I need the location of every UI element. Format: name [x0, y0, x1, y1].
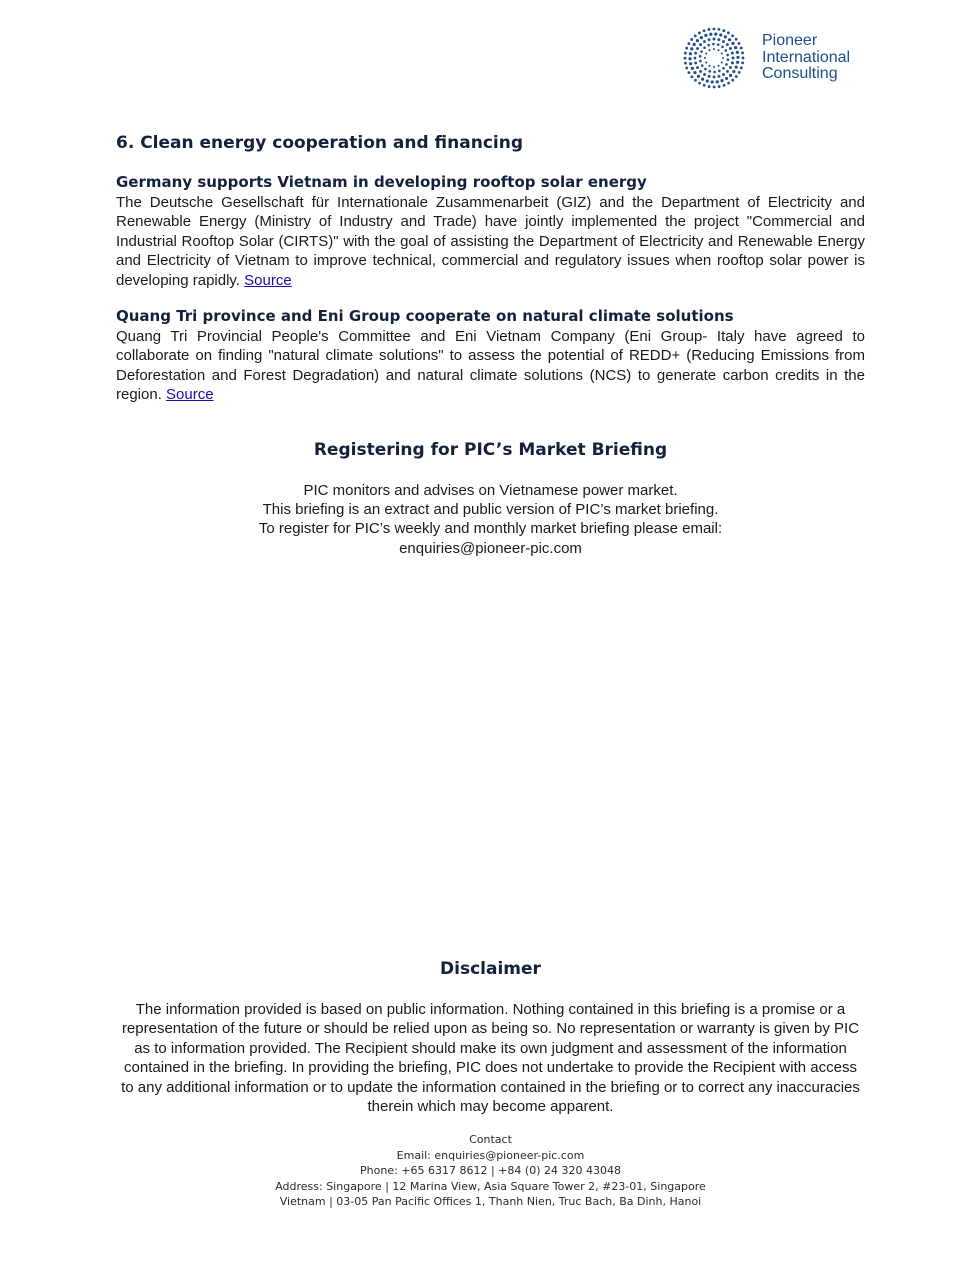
logo-dot: [722, 67, 725, 70]
logo-dot: [725, 77, 728, 80]
logo-dot: [724, 35, 727, 38]
registration-line: This briefing is an extract and public version of PIC’s market briefing.: [262, 501, 719, 519]
logo-dot: [711, 80, 714, 83]
logo-dot: [729, 66, 732, 69]
logo-dot: [703, 73, 706, 76]
logo-dot: [698, 82, 701, 85]
logo-dot: [690, 38, 693, 41]
logo-dot: [703, 84, 706, 87]
logo-dots-icon: [682, 26, 746, 90]
logo-dot: [708, 85, 711, 88]
logo-dot: [703, 40, 706, 43]
logo-dot: [732, 70, 735, 73]
logo-dot: [722, 40, 725, 43]
logo-dot: [685, 47, 688, 50]
logo-dot: [735, 75, 738, 78]
registration-line: To register for PIC’s weekly and monthly market briefing please email:: [258, 520, 723, 538]
logo-dot: [714, 32, 717, 35]
article-title: Quang Tri province and Eni Group cooperate on natural climate solutions: [116, 307, 734, 325]
logo-dot: [731, 61, 734, 64]
logo-dot: [701, 64, 704, 67]
logo-dot: [707, 28, 710, 31]
logo-dot: [726, 70, 729, 73]
logo-dot: [708, 75, 711, 78]
logo-dot: [694, 62, 697, 65]
company-logo: [682, 26, 882, 90]
article-title: Germany supports Vietnam in developing rooftop solar energy: [116, 173, 647, 191]
logo-dot: [736, 51, 739, 54]
logo-dot: [694, 34, 697, 37]
logo-dot: [713, 28, 716, 31]
contact-heading: Contact: [469, 1133, 512, 1146]
logo-dot: [694, 52, 697, 55]
logo-dot: [721, 61, 723, 63]
logo-dot: [704, 57, 706, 59]
logo-dot: [684, 62, 687, 65]
section-title: 6. Clean energy cooperation and financing: [116, 133, 524, 153]
logo-dot: [741, 62, 744, 65]
logo-dot: [713, 48, 715, 50]
logo-dot: [689, 52, 692, 55]
logo-dot: [696, 47, 699, 50]
logo-dot: [722, 57, 724, 59]
logo-dot: [736, 56, 739, 59]
logo-dot: [720, 79, 723, 82]
logo-dot: [713, 86, 716, 89]
disclaimer-title: Disclaimer: [440, 959, 541, 979]
logo-dot: [697, 75, 700, 78]
logo-dot: [694, 79, 697, 82]
logo-dot: [718, 70, 721, 73]
logo-dot: [690, 47, 693, 50]
logo-dot: [698, 32, 701, 35]
logo-dot: [742, 57, 745, 60]
logo-dot: [728, 38, 731, 41]
logo-dot: [700, 36, 703, 39]
contact-address-vietnam: Vietnam | 03-05 Pan Pacific Offices 1, Thanh Nien, Truc Bach, Ba Dinh, Hanoi: [279, 1195, 702, 1209]
article-body: [116, 193, 865, 290]
disclaimer-body: The information provided is based on public information. Nothing contained in this briefing is a promise or a representation of the future or should be relied upon as being so. No representation or warranty is given by PIC as to information provided. The Recipient should make its own judgment and assessment of the information contained in the briefing. In providing the briefing, PIC does not undertake to provide the Recipient with access to any additional information or to update the information contained in the briefing or to correct any inaccuracies therein which may become apparent.: [121, 1001, 860, 1116]
logo-dot: [706, 79, 709, 82]
logo-dot: [693, 71, 696, 74]
logo-dot: [684, 57, 687, 60]
contact-footer: [116, 1132, 865, 1210]
registration-email[interactable]: enquiries@pioneer-pic.com: [399, 539, 582, 557]
logo-dot: [713, 76, 716, 79]
logo-dot: [731, 79, 734, 82]
logo-dot: [687, 42, 690, 45]
logo-dot: [727, 31, 730, 34]
logo-dot: [729, 47, 732, 50]
logo-dot: [699, 43, 702, 46]
logo-dot: [734, 46, 737, 49]
logo-dot: [696, 39, 699, 42]
logo-dot: [699, 55, 702, 58]
logo-dot: [735, 66, 738, 69]
logo-dot: [735, 38, 738, 41]
logo-dot: [721, 52, 723, 54]
logo-dot: [693, 43, 696, 46]
logo-dot: [708, 38, 711, 41]
logo-dot: [727, 82, 730, 85]
logo-dot: [690, 75, 693, 78]
logo-dot: [691, 67, 694, 70]
contact-phone: Phone: +65 6317 8612 | +84 (0) 24 320 43048: [360, 1164, 621, 1178]
logo-dot: [712, 43, 715, 46]
logo-dot: [726, 54, 729, 57]
source-link[interactable]: Source: [166, 386, 214, 404]
logo-dot: [722, 73, 725, 76]
logo-dot: [716, 80, 719, 83]
logo-dot: [722, 29, 725, 32]
article-text: Quang Tri Provincial People's Committee and Eni Vietnam Company (Eni Group- Italy have agreed to collaborate on finding "natural climate solutions" to assess the potential of REDD+ (Reducing Emissions from Deforestation and Forest Degradation) and natural climate solutions (NCS) to generate carbon credits in the region.: [116, 328, 865, 404]
logo-dot: [688, 57, 691, 60]
logo-dot: [718, 75, 721, 78]
logo-dot: [738, 42, 741, 45]
registration-text: [116, 481, 865, 558]
logo-dot: [701, 78, 704, 81]
logo-dot: [717, 65, 719, 67]
logo-text: [762, 33, 850, 83]
article-text: The Deutsche Gesellschaft für Internationale Zusammenarbeit (GIZ) and the Department of Electricity and Renewable Energy (Ministry of Industry and Trade) have jointly implemented the project "Commercial and Industrial Rooftop Solar (CIRTS)" with the goal of assisting the Department of Electricity and Renewable Energy and Electricity of Vietnam to improve technical, commercial and regulatory issues when rooftop solar power is developing rapidly.: [116, 194, 865, 289]
logo-dot: [700, 50, 703, 53]
logo-dot: [726, 43, 729, 46]
logo-dot: [729, 74, 732, 77]
logo-dot: [741, 51, 744, 54]
logo-dot: [719, 33, 722, 36]
logo-dot: [713, 38, 716, 41]
logo-dot: [699, 70, 702, 73]
logo-dot: [727, 59, 730, 62]
logo-dot: [704, 34, 707, 37]
logo-dot: [731, 42, 734, 45]
logo-line-2: International: [762, 48, 851, 66]
logo-dot: [704, 68, 707, 71]
logo-dot: [708, 49, 710, 51]
logo-dot: [723, 84, 726, 87]
logo-dot: [703, 29, 706, 32]
logo-dot: [705, 52, 707, 54]
logo-dot: [713, 66, 715, 68]
registration-line: PIC monitors and advises on Vietnamese power market.: [303, 482, 678, 499]
logo-dot: [717, 38, 720, 41]
logo-dot: [725, 49, 728, 52]
logo-dot: [725, 63, 728, 66]
logo-dot: [699, 60, 702, 63]
logo-dot: [740, 66, 743, 69]
logo-dot: [717, 49, 719, 51]
logo-dot: [718, 85, 721, 88]
logo-dot: [708, 65, 710, 67]
logo-dot: [703, 46, 706, 49]
logo-dot: [694, 57, 697, 60]
logo-dot: [731, 34, 734, 37]
logo-dot: [738, 71, 741, 74]
logo-dot: [713, 71, 716, 74]
registration-title: Registering for PIC’s Market Briefing: [313, 440, 668, 460]
contact-address-singapore: Address: Singapore | 12 Marina View, Asia Square Tower 2, #23-01, Singapore: [275, 1179, 706, 1193]
logo-dot: [721, 46, 724, 49]
logo-dot: [685, 67, 688, 70]
logo-dot: [696, 66, 699, 69]
logo-dot: [718, 28, 721, 31]
source-link[interactable]: Source: [244, 271, 292, 289]
logo-dot: [717, 43, 720, 46]
logo-dot: [709, 33, 712, 36]
logo-line-3: Consulting: [762, 65, 838, 82]
article-body: [116, 327, 865, 405]
logo-dot: [709, 70, 712, 73]
logo-dot: [689, 62, 692, 65]
logo-dot: [688, 71, 691, 74]
logo-dot: [705, 61, 707, 63]
logo-dot: [732, 57, 735, 60]
logo-dot: [736, 61, 739, 64]
logo-dot: [684, 52, 687, 55]
logo-dot: [731, 52, 734, 55]
logo-line-1: Pioneer: [762, 32, 818, 49]
logo-dot: [707, 44, 710, 47]
logo-dot: [740, 47, 743, 50]
contact-email: Email: enquiries@pioneer-pic.com: [396, 1148, 585, 1162]
